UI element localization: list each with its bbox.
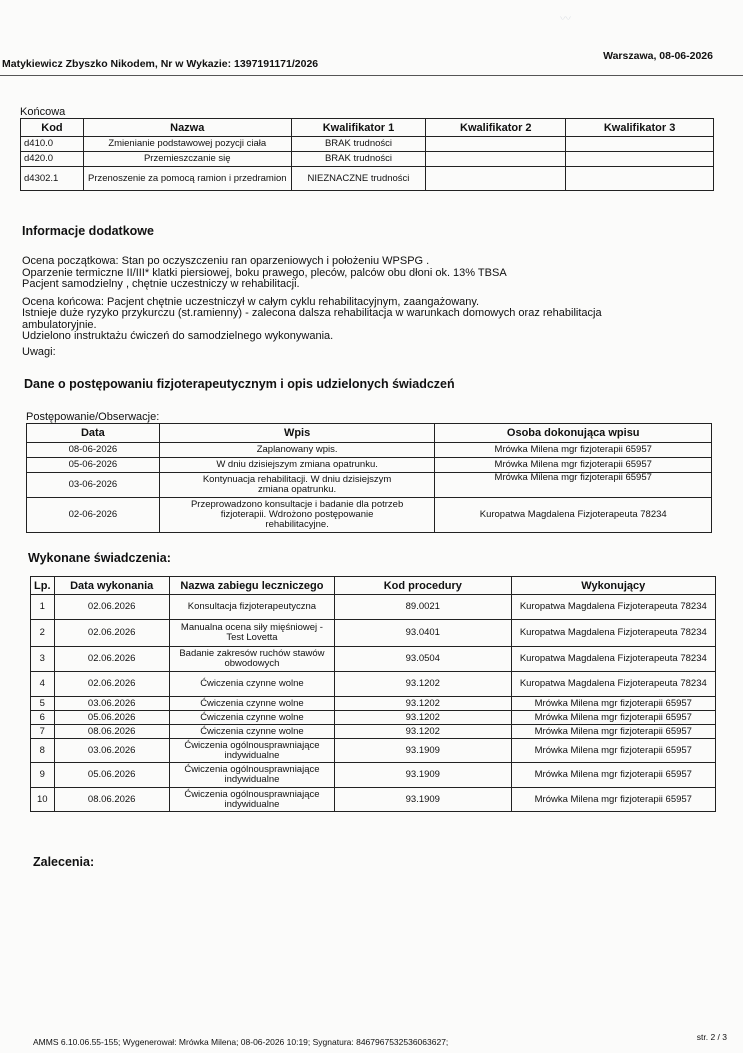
wykonujacy-cell: Mrówka Milena mgr fizjoterapii 65957 <box>511 725 715 739</box>
lp-cell: 2 <box>31 620 55 647</box>
nazwa-cell: Zmienianie podstawowej pozycji ciała <box>83 137 291 152</box>
data-cell: 08-06-2026 <box>27 443 160 458</box>
kod-cell: 93.1909 <box>335 739 512 763</box>
nazwa-cell: Ćwiczenia ogólnousprawniające indywidualne <box>169 788 334 812</box>
data-cell: 03.06.2026 <box>54 697 169 711</box>
info-line: Pacjent samodzielny , chętnie uczestniczy w rehabilitacji. <box>22 278 300 290</box>
wykonujacy-cell: Mrówka Milena mgr fizjoterapii 65957 <box>511 739 715 763</box>
table-row <box>31 620 716 647</box>
osoba-cell: Kuropatwa Magdalena Fizjoterapeuta 78234 <box>435 498 712 533</box>
k2-cell <box>426 152 566 167</box>
table-row <box>31 763 716 788</box>
data-cell: 02.06.2026 <box>54 595 169 620</box>
footer-signature: AMMS 6.10.06.55-155; Wygenerował: Mrówka Milena; 08-06-2026 10:19; Sygnatura: 8467967532536063627; <box>33 1037 449 1047</box>
table-row <box>27 443 712 458</box>
table-row <box>27 498 712 533</box>
nazwa-cell: Ćwiczenia ogólnousprawniające indywidualne <box>169 763 334 788</box>
data-cell: 02.06.2026 <box>54 620 169 647</box>
table-row <box>31 672 716 697</box>
patient-header: Matykiewicz Zbyszko Nikodem, Nr w Wykazie: 1397191171/2026 <box>2 58 319 70</box>
col-nazwa: Nazwa <box>83 119 291 137</box>
lp-cell: 8 <box>31 739 55 763</box>
page-number: str. 2 / 3 <box>696 1032 727 1042</box>
wykonujacy-cell: Kuropatwa Magdalena Fizjoterapeuta 78234 <box>511 647 715 672</box>
lp-cell: 6 <box>31 711 55 725</box>
info-line: Istnieje duże ryzyko przykurczu (st.ramienny) - zalecona dalsza rehabilitacja w warunkach domowych oraz rehabilitacja <box>22 307 602 319</box>
kod-cell: 89.0021 <box>335 595 512 620</box>
col-data-wykonania: Data wykonania <box>54 577 169 595</box>
data-cell: 02.06.2026 <box>54 647 169 672</box>
data-cell: 02.06.2026 <box>54 672 169 697</box>
k2-cell <box>426 137 566 152</box>
data-cell: 03-06-2026 <box>27 473 160 498</box>
wykonujacy-cell: Kuropatwa Magdalena Fizjoterapeuta 78234 <box>511 595 715 620</box>
info-line: Ocena końcowa: Pacjent chętnie uczestniczył w całym cyklu rehabilitacyjnym, zaangażowany. <box>22 295 480 308</box>
kod-cell: 93.1202 <box>335 697 512 711</box>
table-row <box>31 725 716 739</box>
osoba-cell: Mrówka Milena mgr fizjoterapii 65957 <box>435 473 712 498</box>
kod-cell: 93.1202 <box>335 672 512 697</box>
k1-cell: BRAK trudności <box>291 152 426 167</box>
postepowanie-label: Postępowanie/Obserwacje: <box>26 411 160 423</box>
table-row <box>31 788 716 812</box>
osoba-cell: Mrówka Milena mgr fizjoterapii 65957 <box>435 443 712 458</box>
table-row <box>21 137 714 152</box>
kod-cell: d420.0 <box>21 152 84 167</box>
nazwa-cell: Ćwiczenia czynne wolne <box>169 711 334 725</box>
kod-cell: 93.0401 <box>335 620 512 647</box>
lp-cell: 9 <box>31 763 55 788</box>
lp-cell: 5 <box>31 697 55 711</box>
nazwa-cell: Przenoszenie za pomocą ramion i przedramion <box>83 167 291 191</box>
k3-cell <box>566 152 714 167</box>
k3-cell <box>566 137 714 152</box>
table-row <box>31 697 716 711</box>
bleed-through-mark: 〰 <box>560 13 571 25</box>
place-date: Warszawa, 08-06-2026 <box>603 50 713 62</box>
table-row <box>27 473 712 498</box>
osoba-cell: Mrówka Milena mgr fizjoterapii 65957 <box>435 458 712 473</box>
data-cell: 08.06.2026 <box>54 725 169 739</box>
wpis-cell: Zaplanowany wpis. <box>159 443 435 458</box>
wpis-cell: Przeprowadzono konsultacje i badanie dla potrzeb fizjoterapii. Wdrożono postępowanie rehabilitacyjne. <box>159 498 435 533</box>
col-osoba: Osoba dokonująca wpisu <box>435 424 712 443</box>
table-row <box>31 739 716 763</box>
nazwa-cell: Konsultacja fizjoterapeutyczna <box>169 595 334 620</box>
koncowa-label: Końcowa <box>20 106 66 118</box>
nazwa-cell: Ćwiczenia czynne wolne <box>169 697 334 711</box>
koncowa-table <box>20 118 714 191</box>
wykonujacy-cell: Mrówka Milena mgr fizjoterapii 65957 <box>511 788 715 812</box>
kod-cell: d410.0 <box>21 137 84 152</box>
swiadczenia-title: Wykonane świadczenia: <box>28 551 171 565</box>
col-kwalifikator-3: Kwalifikator 3 <box>566 119 714 137</box>
data-cell: 05-06-2026 <box>27 458 160 473</box>
table-row <box>31 711 716 725</box>
wpis-cell: Kontynuacja rehabilitacji. W dniu dzisiejszym zmiana opatrunku. <box>159 473 435 498</box>
info-line: Udzielono instruktażu ćwiczeń do samodzielnego wykonywania. <box>22 330 334 342</box>
col-kwalifikator-2: Kwalifikator 2 <box>426 119 566 137</box>
wykonujacy-cell: Mrówka Milena mgr fizjoterapii 65957 <box>511 711 715 725</box>
uwagi-label: Uwagi: <box>22 345 56 358</box>
data-cell: 05.06.2026 <box>54 711 169 725</box>
lp-cell: 3 <box>31 647 55 672</box>
info-line: ambulatoryjnie. <box>22 318 97 331</box>
nazwa-cell: Badanie zakresów ruchów stawów obwodowych <box>169 647 334 672</box>
col-nazwa-zabiegu: Nazwa zabiegu leczniczego <box>169 577 334 595</box>
k3-cell <box>566 167 714 191</box>
table-row <box>31 595 716 620</box>
zalecenia-title: Zalecenia: <box>33 855 95 869</box>
lp-cell: 7 <box>31 725 55 739</box>
swiadczenia-table <box>30 576 716 812</box>
kod-cell: d4302.1 <box>21 167 84 191</box>
info-line: Oparzenie termiczne II/III* klatki piersiowej, boku prawego, pleców, palców obu dłoni ok. 13% TBSA <box>22 266 507 279</box>
data-cell: 03.06.2026 <box>54 739 169 763</box>
k1-cell: NIEZNACZNE trudności <box>291 167 426 191</box>
kod-cell: 93.1202 <box>335 711 512 725</box>
nazwa-cell: Manualna ocena siły mięśniowej - Test Lovetta <box>169 620 334 647</box>
lp-cell: 4 <box>31 672 55 697</box>
data-cell: 02-06-2026 <box>27 498 160 533</box>
k1-cell: BRAK trudności <box>291 137 426 152</box>
wykonujacy-cell: Mrówka Milena mgr fizjoterapii 65957 <box>511 763 715 788</box>
kod-cell: 93.1909 <box>335 788 512 812</box>
postepowanie-title: Dane o postępowaniu fizjoterapeutycznym i opis udzielonych świadczeń <box>24 377 455 391</box>
wykonujacy-cell: Kuropatwa Magdalena Fizjoterapeuta 78234 <box>511 620 715 647</box>
wpis-cell: W dniu dzisiejszym zmiana opatrunku. <box>159 458 435 473</box>
col-wykonujacy: Wykonujący <box>511 577 715 595</box>
header-divider <box>0 75 743 76</box>
nazwa-cell: Ćwiczenia czynne wolne <box>169 725 334 739</box>
kod-cell: 93.0504 <box>335 647 512 672</box>
col-lp: Lp. <box>31 577 55 595</box>
wykonujacy-cell: Kuropatwa Magdalena Fizjoterapeuta 78234 <box>511 672 715 697</box>
kod-cell: 93.1202 <box>335 725 512 739</box>
data-cell: 08.06.2026 <box>54 788 169 812</box>
table-row <box>31 647 716 672</box>
info-text <box>22 256 722 358</box>
k2-cell <box>426 167 566 191</box>
wykonujacy-cell: Mrówka Milena mgr fizjoterapii 65957 <box>511 697 715 711</box>
nazwa-cell: Ćwiczenia czynne wolne <box>169 672 334 697</box>
lp-cell: 10 <box>31 788 55 812</box>
postepowanie-table <box>26 423 712 533</box>
kod-cell: 93.1909 <box>335 763 512 788</box>
lp-cell: 1 <box>31 595 55 620</box>
col-kwalifikator-1: Kwalifikator 1 <box>291 119 426 137</box>
table-row <box>27 458 712 473</box>
col-data: Data <box>27 424 160 443</box>
nazwa-cell: Ćwiczenia ogólnousprawniające indywidualne <box>169 739 334 763</box>
col-wpis: Wpis <box>159 424 435 443</box>
table-row <box>21 152 714 167</box>
info-title: Informacje dodatkowe <box>22 224 154 238</box>
nazwa-cell: Przemieszczanie się <box>83 152 291 167</box>
info-line: Ocena początkowa: Stan po oczyszczeniu ran oparzeniowych i położeniu WPSPG . <box>22 255 430 267</box>
table-row <box>21 167 714 191</box>
data-cell: 05.06.2026 <box>54 763 169 788</box>
col-kod-procedury: Kod procedury <box>335 577 512 595</box>
col-kod: Kod <box>21 119 84 137</box>
